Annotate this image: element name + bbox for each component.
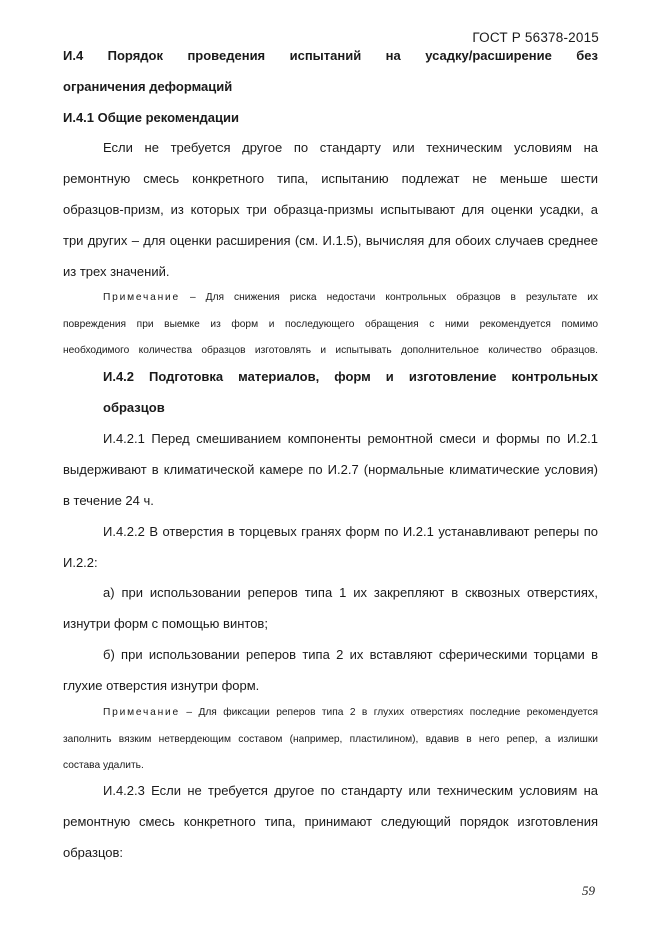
list-item-b — [63, 639, 598, 701]
note-prefix: Примечание — [103, 292, 180, 303]
text-line: И.2.2: — [63, 555, 98, 570]
text-line: изнутри форм с помощью винтов; — [63, 616, 268, 631]
section-heading-i42 — [63, 361, 598, 423]
paragraph-i422 — [63, 516, 598, 578]
heading-line: И.4.2 Подготовка материалов, форм и изготовление контрольных — [103, 369, 598, 384]
section-heading-i4 — [63, 40, 598, 102]
heading-line: образцов — [103, 400, 165, 415]
text-line: образцов-призм, из которых три образца-призмы испытывают для оценки усадки, а — [63, 202, 598, 217]
text-line: а) при использовании реперов типа 1 их закрепляют в сквозных отверстиях, — [103, 585, 598, 600]
text-line: образцов: — [63, 845, 123, 860]
paragraph-general — [63, 132, 598, 287]
text-line: ремонтную смесь конкретного типа, испытанию подлежат не меньше шести — [63, 171, 598, 186]
text-line: И.4.2.3 Если не требуется другое по стандарту или техническим условиям на — [103, 783, 598, 798]
paragraph-i421 — [63, 423, 598, 516]
note-line: состава удалить. — [63, 760, 144, 771]
note-line: необходимого количества образцов изготовлять и испытывать дополнительное количество образцов. — [63, 345, 598, 356]
note-line: заполнить вязким нетвердеющим составом (например, пластилином), вдавив в него репер, а излишки — [63, 733, 598, 745]
text-line: три других – для оценки расширения (см. И.1.5), вычисляя для обоих случаев среднее — [63, 233, 598, 248]
note-line — [63, 285, 598, 312]
list-item-a — [63, 577, 598, 639]
document-header: ГОСТ Р 56378-2015 — [472, 30, 599, 45]
section-heading-i41: И.4.1 Общие рекомендации — [63, 110, 240, 125]
note-line: повреждения при выемке из форм и последующего обращения с ними рекомендуется помимо — [63, 318, 598, 330]
text-line: в течение 24 ч. — [63, 493, 154, 508]
heading-line: И.4 Порядок проведения испытаний на усадку/расширение без — [63, 48, 598, 63]
note-2 — [63, 700, 598, 780]
note-prefix: Примечание — [103, 707, 180, 718]
text-line: выдерживают в климатической камере по И.2.7 (нормальные климатические условия) — [63, 462, 598, 477]
note-line — [63, 700, 598, 727]
text-line: И.4.2.1 Перед смешиванием компоненты ремонтной смеси и формы по И.2.1 — [103, 431, 598, 446]
heading-line: ограничения деформаций — [63, 79, 233, 94]
note-text: – Для снижения риска недостачи контрольных образцов в результате их — [179, 292, 598, 303]
text-line: Если не требуется другое по стандарту или техническим условиям на — [103, 140, 598, 155]
page-number: 59 — [582, 883, 595, 898]
text-line: глухие отверстия изнутри форм. — [63, 678, 260, 693]
note-1 — [63, 285, 598, 365]
text-line: из трех значений. — [63, 264, 170, 279]
text-line: б) при использовании реперов типа 2 их вставляют сферическими торцами в — [103, 647, 598, 662]
text-line: И.4.2.2 В отверстия в торцевых гранях форм по И.2.1 устанавливают реперы по — [103, 524, 598, 539]
text-line: ремонтную смесь конкретного типа, принимают следующий порядок изготовления — [63, 814, 598, 829]
paragraph-i423 — [63, 775, 598, 868]
note-text: – Для фиксации реперов типа 2 в глухих отверстиях последние рекомендуется — [179, 707, 598, 718]
